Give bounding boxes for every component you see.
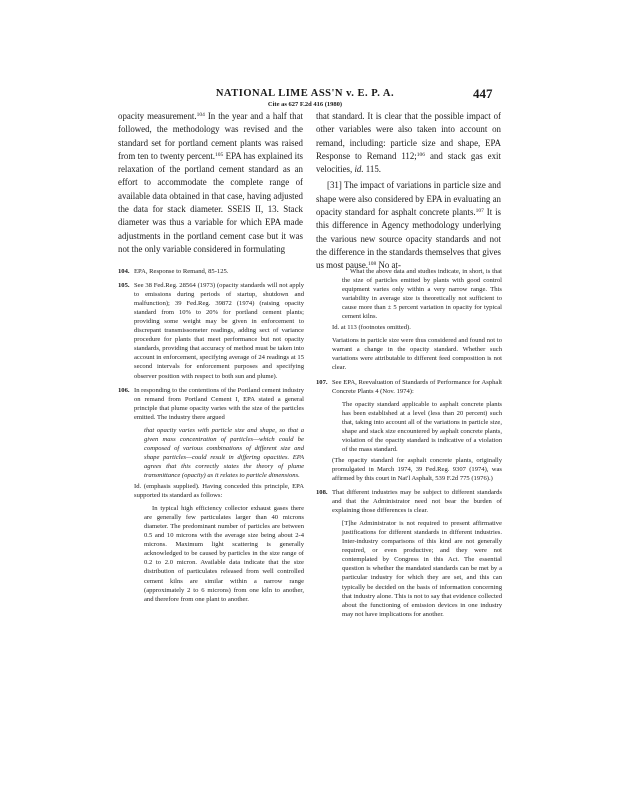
body-paragraph: [118, 110, 303, 256]
body-text: In the year and a half that followed, the methodology was revised and the standard set for portland cement plants was raised from ten to twenty percent.: [118, 111, 303, 161]
case-citation: Cite as 627 F.2d 416 (1980): [267, 101, 343, 108]
footnote-106: [118, 386, 304, 604]
footnote-ref: 105: [215, 151, 224, 158]
footnote-number: 106.: [118, 386, 130, 394]
body-column-right: [316, 110, 501, 273]
footnote-text: Id. (emphasis supplied). Having conceded this principle, EPA supported its standard as follows:: [134, 483, 304, 500]
footnote-text: See 38 Fed.Reg. 28564 (1973) (opacity standards will not apply to emissions during periods of startup, shutdown and malfunction); 39 Fed.Reg. 39872 (1974) (raising opacity standard from 10% to 20% for portland cement plants; providing some weight may be given in enforcement to discrepant transmissometer readings, adding sect of variance procedure for plants that meet performance but not opacity standards, providing that accuracy of method must be taken into account in enforcement, specifying average of 24 readings at 15 second intervals for enforcement purposes and specifying observer position with respect to both sun and plume).: [134, 282, 304, 380]
body-paragraph: [316, 110, 501, 176]
footnotes-column-right: [316, 267, 502, 624]
footnote-105: [118, 281, 304, 381]
block-quote: [332, 519, 502, 619]
footnote-number: 108.: [316, 489, 328, 497]
body-text: It is this difference in Agency methodology underlying the various new source opacity standards and not the difference in the standards themselves that gives us most pause.: [316, 207, 502, 271]
body-text: [31] The impact of variations in particle size and shape were also considered by EPA in evaluating an opacity standard for asphalt concrete plants.: [316, 180, 501, 218]
block-quote: [134, 504, 304, 604]
running-head: NATIONAL LIME ASS'N v. E. P. A.: [215, 88, 395, 99]
quote-text: What the above data and studies indicate, in short, is that the size of particles emitted by plants with good control equipment varies only within a very narrow range. This variability in average size is theoretically not sufficient to cause more than ± 5 percent variation in opacity for typical cement kilns.: [342, 268, 502, 321]
footnotes-column-left: [118, 267, 304, 609]
block-quote: [332, 400, 502, 454]
quote-text: [T]he Administrator is not required to present affirmative justifications for different standards in different industries. Inter-industry comparisons of this kind are not generally required, or even productive; and they were not contemplated by Congress in this Act. The essential question is whether the mandated standards can be met by a particular industry for which they are set, and this can typically be decided on the basis of information concerning that industry alone. This is not to say that evidence collected about the functioning of emission devices in one industry may not have implications for another.: [342, 520, 502, 618]
page-number: 447: [473, 86, 493, 101]
body-text: 115.: [363, 164, 381, 175]
quote-text: The opacity standard applicable to asphalt concrete plants has been established at a level (less than 20 percent) such that, taking into account all of the variations in particle size, shape and stack size encountered by asphalt concrete plants, violation of the opacity standard is indicative of a violation of the mass standard.: [342, 400, 502, 453]
footnote-text: Id. at 113 (footnotes omitted).: [332, 324, 411, 332]
body-text: EPA has explained its relaxation of the portland cement standard as an effort to accommodate the complete range of available data obtained in that case, having adjusted the data for stack diameter. SSEIS II, 13. Stack diameter was thus a variable for which EPA made adjustments in the portland cement case but it was not the only variable considered in formulating: [118, 150, 303, 254]
quote-text: In typical high efficiency collector exhaust gases there are generally few particulates larger than 40 microns diameter. The predominant number of particles are between 0.5 and 10 microns with the average size being about 2-4 microns. Maximum light scattering is generally acknowledged to be caused by particles in the size range of 0.2 to 2.0 micron. Available data indicate that the size distribution of particulates released from well controlled cement kilns are similar within a narrow range (approximately 2 to 6 microns) from one kiln to another, and therefore from one plant to another.: [144, 505, 304, 603]
footnote-ref: 108: [368, 261, 377, 268]
quote-text: that opacity varies with particle size and shape, so that a given mass concentration of particles—which could be composed of various combinations of different size and shape particles—could result in differing opacities. EPA agrees that this correctly states the theory of plume transmittance (opacity) as it relates to particle dimensions.: [144, 426, 304, 479]
footnote-108: [316, 488, 502, 619]
footnote-106-continued: [316, 267, 502, 373]
footnote-text: EPA, Response to Remand, 85-125.: [134, 268, 229, 275]
footnote-104: [118, 267, 304, 276]
body-paragraph: [316, 179, 501, 272]
footnote-number: 104.: [118, 268, 130, 275]
body-text: No at-: [376, 260, 401, 271]
footnote-text: That different industries may be subject to different standards and that the Administrator need not bear the burden of explaining those differences is clear.: [332, 489, 502, 515]
block-quote: [332, 267, 502, 321]
body-text: and stack gas exit velocities,: [316, 150, 501, 175]
body-text-italic: id.: [354, 164, 364, 175]
body-column-left: [118, 110, 303, 256]
footnote-ref: 106: [416, 151, 426, 158]
footnote-text: In responding to the contentions of the Portland cement industry on remand from Portland Cement I, EPA stated a general principle that plume opacity varies with the size of the particles emitted. The industry there argued: [134, 386, 304, 421]
footnote-ref: 107: [475, 208, 484, 215]
footnote-text: Variations in particle size were thus considered and found not to warrant a change in the opacity standard. Whether such variations were attributable to different feed composition is not clear.: [332, 337, 502, 372]
footnote-ref: 104: [196, 112, 205, 118]
footnote-number: 105.: [118, 282, 130, 290]
footnote-107: [316, 378, 502, 484]
body-text: opacity measurement.: [118, 111, 197, 121]
footnote-text: (The opacity standard for asphalt concrete plants, originally promulgated in March 1974, 39 Fed.Reg. 9307 (1974), was affirmed by this court in Nat'l Asphalt, 539 F.2d 775 (1976).): [332, 456, 502, 482]
block-quote: [134, 426, 304, 480]
footnote-number: 107.: [316, 378, 328, 386]
body-text: that standard. It is clear that the possible impact of other variables were also taken into account on remand, including: particle size and shape, EPA Response to Remand 112;: [316, 111, 501, 161]
footnote-text: See EPA, Reevaluation of Standards of Performance for Asphalt Concrete Plants 4 (Nov. 1974):: [332, 378, 502, 395]
